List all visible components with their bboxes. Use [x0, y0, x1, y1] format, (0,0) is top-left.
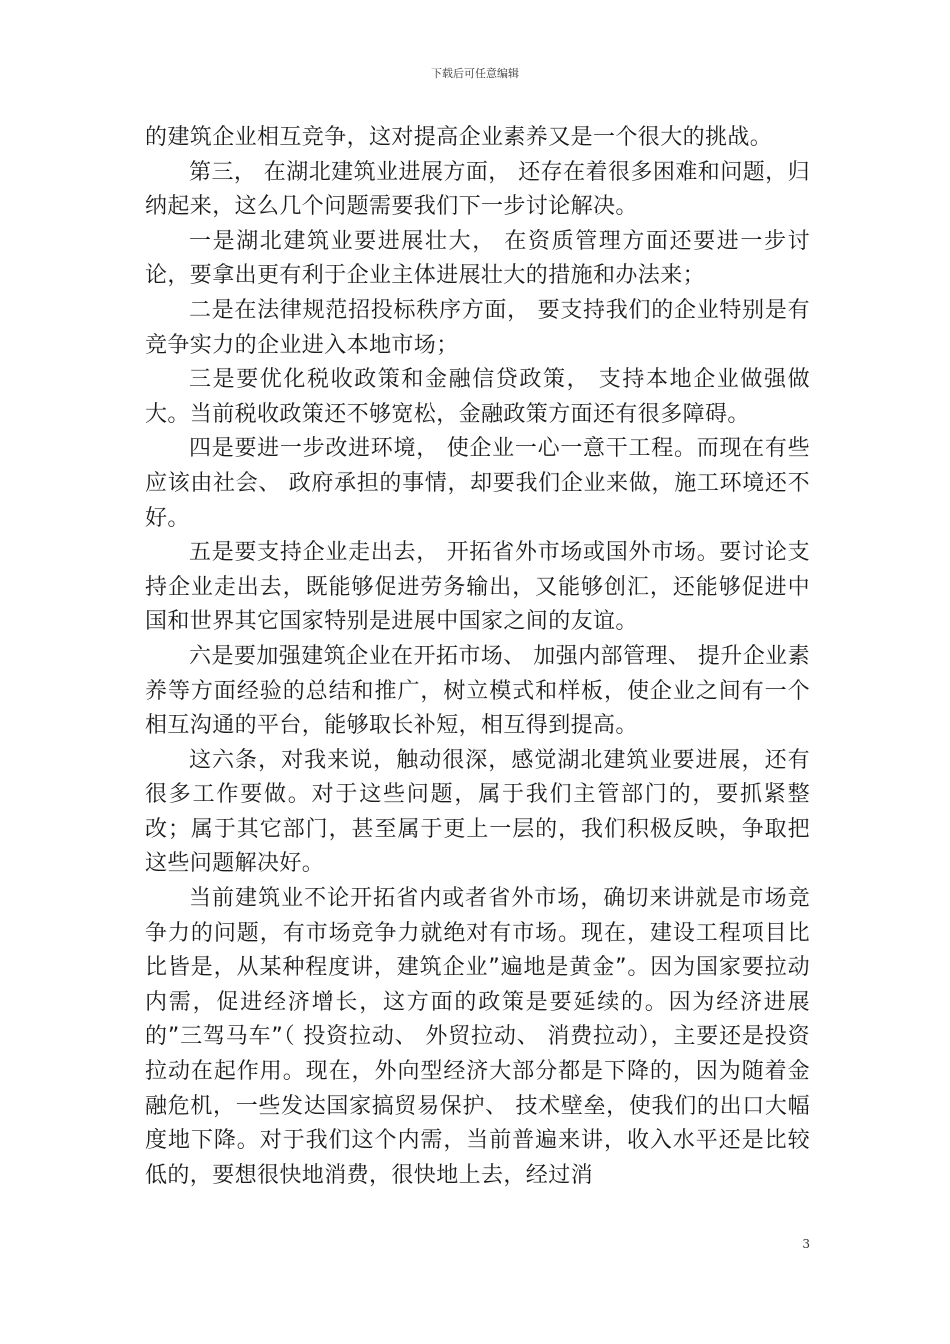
paragraph-third-point: 第三， 在湖北建筑业进展方面， 还存在着很多困难和问题，归纳起来，这么几个问题需要我们下一步讨论解决。 — [145, 159, 810, 220]
paragraph-item-one: 一是湖北建筑业要进展壮大， 在资质管理方面还要进一步讨论，要拿出更有利于企业主体进展壮大的措施和办法来； — [145, 228, 810, 289]
page-number: 3 — [802, 1237, 810, 1251]
paragraph-item-two: 二是在法律规范招投标秩序方面， 要支持我们的企业特别是有竞争实力的企业进入本地市场； — [145, 297, 810, 358]
paragraph-item-three: 三是要优化税收政策和金融信贷政策， 支持本地企业做强做大。当前税收政策还不够宽松，金融政策方面还有很多障碍。 — [145, 367, 810, 427]
page-header: 下载后可任意编辑 — [431, 67, 519, 80]
paragraph-item-six: 六是要加强建筑企业在开拓市场、 加强内部管理、 提升企业素养等方面经验的总结和推广，树立模式和样板，使企业之间有一个相互沟通的平台，能够取长补短，相互得到提高。 — [145, 643, 810, 739]
paragraph-market-competition: 当前建筑业不论开拓省内或者省外市场，确切来讲就是市场竞争力的问题，有市场竞争力就绝对有市场。现在，建设工程项目比比皆是，从某种程度讲，建筑企业”遍地是黄金”。因为国家要拉动内需，促进经济增长，这方面的政策是要延续的。因为经济进展的”三驾马车”（ 投资拉动、 外贸拉动、 消费拉动），主要还是投资拉动在起作用。现在，外向型经济大部分都是下降的，因为随着金融危机，一些发达国家搞贸易保护、 技术壁垒，使我们的出口大幅度地下降。对于我们这个内需，当前普遍来讲，收入水平还是比较低的，要想很快地消费，很快地上去，经过消 — [145, 886, 810, 1188]
paragraph-continuation: 的建筑企业相互竞争，这对提高企业素养又是一个很大的挑战。 — [145, 125, 773, 150]
paragraph-item-four: 四是要进一步改进环境， 使企业一心一意干工程。而现在有些应该由社会、 政府承担的事情，却要我们企业来做，施工环境还不好。 — [145, 436, 810, 531]
paragraph-item-five: 五是要支持企业走出去， 开拓省外市场或国外市场。要讨论支持企业走出去，既能够促进劳务输出，又能够创汇，还能够促进中国和世界其它国家特别是进展中国家之间的友谊。 — [145, 540, 810, 635]
document-body — [145, 121, 810, 1193]
paragraph-reflection: 这六条，对我来说，触动很深，感觉湖北建筑业要进展，还有很多工作要做。对于这些问题，属于我们主管部门的，要抓紧整改；属于其它部门，甚至属于更上一层的，我们积极反映，争取把这些问题解决好。 — [145, 747, 810, 877]
